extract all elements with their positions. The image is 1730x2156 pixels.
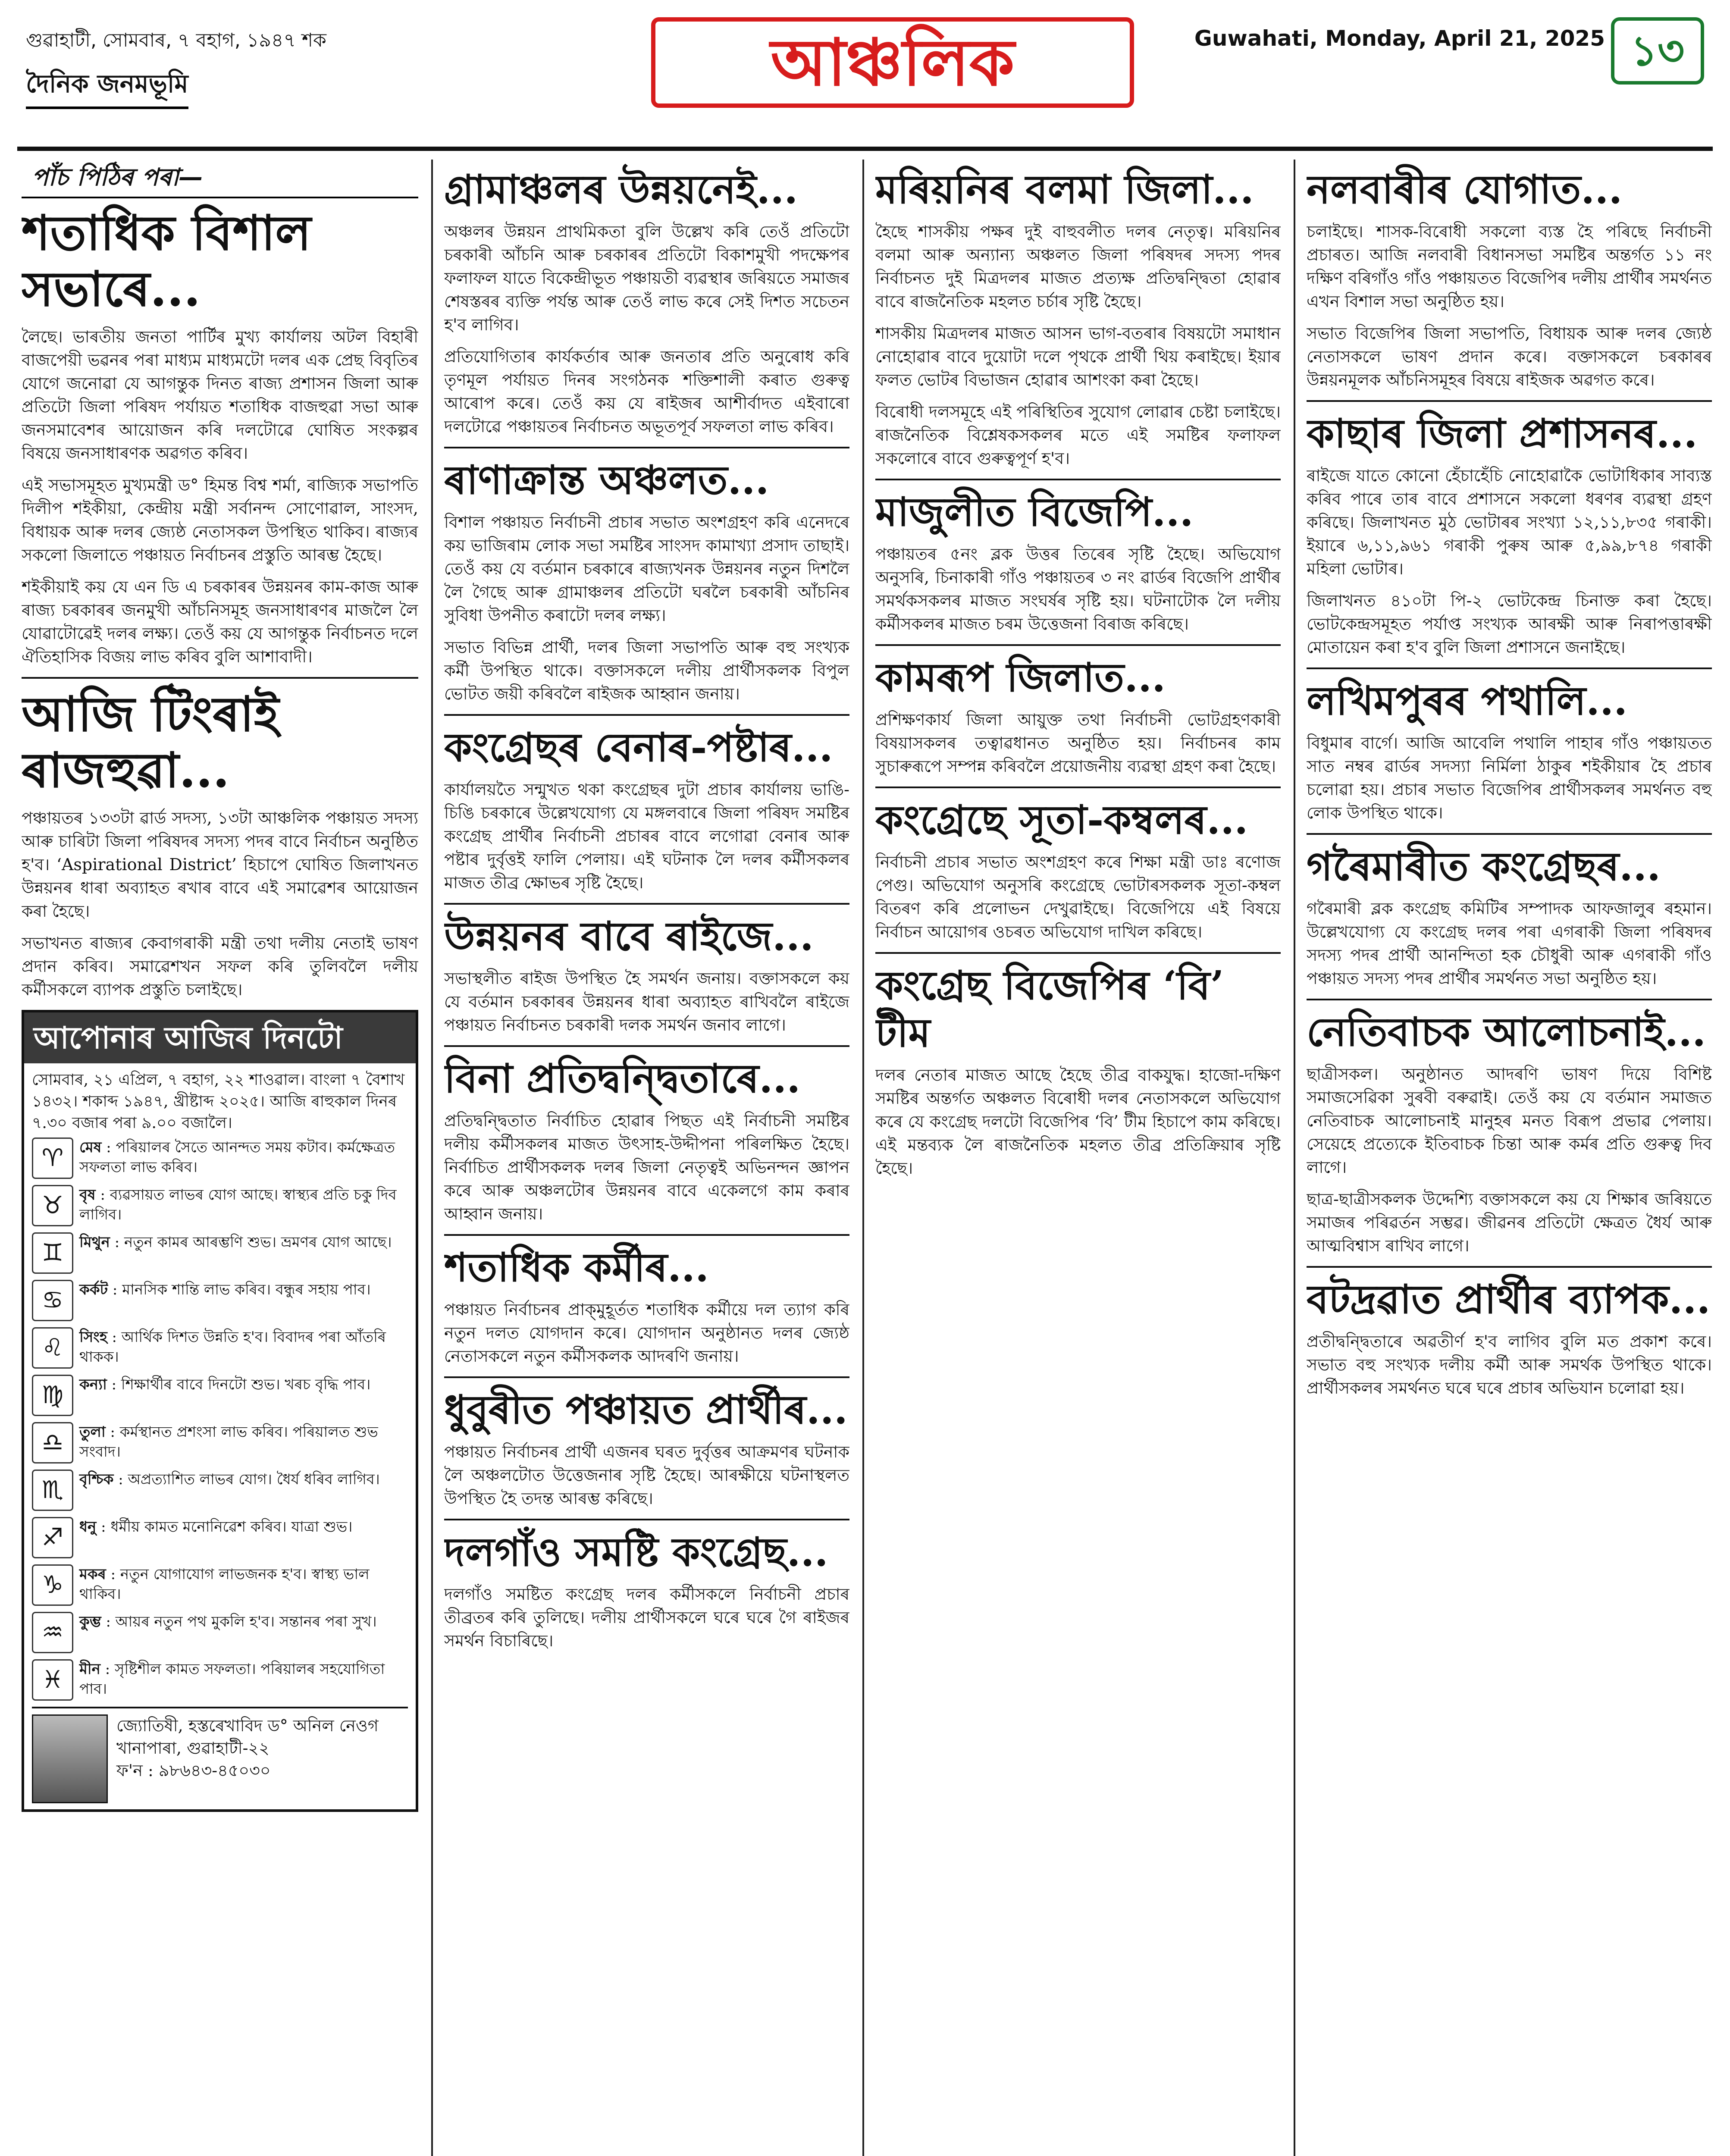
article-paragraph: সভাত বিভিন্ন প্ৰাৰ্থী, দলৰ জিলা সভাপতি আৰু বহু সংখ্যক কৰ্মী উপস্থিত থাকে। বক্তাসকলে দলীয় প্ৰাৰ্থীসকলক বিপুল ভোটত জয়ী কৰিবলৈ ৰাইজক আহ্বান জনায়। xyxy=(444,638,849,703)
headline: দলগাঁও সমষ্টি কংগ্ৰেছ... xyxy=(444,1529,828,1575)
headline: উন্নয়নৰ বাবে ৰাইজে... xyxy=(444,913,814,959)
zodiac-text: ব্যৱসায়ত লাভৰ যোগ আছে। স্বাস্থ্যৰ প্ৰতি চকু দিব লাগিব। xyxy=(79,1186,397,1223)
zodiac-sign-icon: ♋ xyxy=(32,1280,73,1321)
divider xyxy=(1307,667,1712,669)
newspaper-section-logo: আঞ্চলিক xyxy=(651,17,1134,108)
divider xyxy=(1307,833,1712,835)
zodiac-sign-icon: ♍ xyxy=(32,1375,73,1416)
article-paragraph: দলগাঁও সমষ্টিত কংগ্ৰেছ দলৰ কৰ্মীসকলে নিৰ্বাচনী প্ৰচাৰ তীব্ৰতৰ কৰি তুলিছে। দলীয় প্ৰাৰ্থীসকলে ঘৰে ঘৰে গৈ ৰাইজৰ সমৰ্থন বিচাৰিছে। xyxy=(444,1585,849,1650)
divider xyxy=(444,903,849,905)
article-paragraph: সভাত বিজেপিৰ জিলা সভাপতি, বিধায়ক আৰু দলৰ জ্যেষ্ঠ নেতাসকলে ভাষণ প্ৰদান কৰে। বক্তাসকলে চৰকাৰৰ উন্নয়নমূলক আঁচনিসমূহৰ বিষয়ে ৰাইজক অৱগত কৰে। xyxy=(1307,324,1712,389)
zodiac-name: কুম্ভ xyxy=(79,1613,101,1630)
zodiac-entry: ♊ মিথুন : নতুন কামৰ আৰম্ভণি শুভ। ভ্ৰমণৰ যোগ আছে। xyxy=(32,1232,408,1274)
divider xyxy=(875,952,1281,954)
divider xyxy=(444,1234,849,1236)
zodiac-sign-icon: ♎ xyxy=(32,1422,73,1463)
divider xyxy=(444,1376,849,1378)
date-english: Guwahati, Monday, April 21, 2025 xyxy=(1194,26,1605,51)
zodiac-text: আৰ্থিক দিশত উন্নতি হ'ব। বিবাদৰ পৰা আঁতৰি থাকক। xyxy=(79,1329,386,1366)
article-paragraph: শইকীয়াই কয় যে এন ডি এ চৰকাৰৰ উন্নয়নৰ কাম-কাজ আৰু ৰাজ্য চৰকাৰৰ জনমুখী আঁচনিসমূহ জনসাধাৰণৰ মাজলৈ লৈ যোৱাটোৱেই দলৰ লক্ষ্য। তেওঁ কয় যে আগন্তুক নিৰ্বাচনত দলে ঐতিহাসিক বিজয় লাভ কৰিব বুলি আশাবাদী। xyxy=(22,577,418,666)
article-paragraph: সভাখনত ৰাজ্যৰ কেবাগৰাকী মন্ত্ৰী তথা দলীয় নেতাই ভাষণ প্ৰদান কৰিব। সমাৱেশখন সফল কৰি তুলিবলৈ দলীয় কৰ্মীসকলে ব্যাপক প্ৰস্তুতি চলাইছে। xyxy=(22,934,418,999)
headline: মাজুলীত বিজেপি... xyxy=(875,489,1194,535)
astrologer-phone: ফ'ন : ৯৮৬৪৩-৪৫০৩০ xyxy=(116,1761,271,1780)
zodiac-entry: ♍ কন্যা : শিক্ষাৰ্থীৰ বাবে দিনটো শুভ। খৰচ বৃদ্ধি পাব। xyxy=(32,1375,408,1416)
headline: লখিমপুৰৰ পথালি... xyxy=(1307,677,1628,724)
article-paragraph: ৰাইজে যাতে কোনো হেঁচাহেঁচি নোহোৱাকৈ ভোটাধিকাৰ সাব্যস্ত কৰিব পাৰে তাৰ বাবে প্ৰশাসনে সকলো ধৰণৰ ব্যৱস্থা গ্ৰহণ কৰিছে। জিলাখনত মুঠ ভোটাৰৰ সংখ্যা ১২,১১,৮৩৫ গৰাকী। ইয়াৰে ৬,১১,৯৬১ গৰাকী পুৰুষ আৰু ৫,৯৯,৮৭৪ গৰাকী মহিলা ভোটাৰ। xyxy=(1307,466,1712,578)
divider xyxy=(1307,999,1712,1000)
zodiac-name: তুলা xyxy=(79,1423,106,1441)
masthead xyxy=(26,17,1704,147)
article-paragraph: চলাইছে। শাসক-বিৰোধী সকলো ব্যস্ত হৈ পৰিছে নিৰ্বাচনী প্ৰচাৰত। আজি নলবাৰী বিধানসভা সমষ্টিৰ অন্তৰ্গত ১১ নং দক্ষিণ বৰিগাঁও গাঁও পঞ্চায়তত বিজেপিৰ দলীয় প্ৰাৰ্থীৰ সমৰ্থনত এখন বিশাল সভা অনুষ্ঠিত হয়। xyxy=(1307,222,1712,311)
article-paragraph: জিলাখনত ৪১০টা পি-২ ভোটকেন্দ্ৰ চিনাক্ত কৰা হৈছে। ভোটকেন্দ্ৰসমূহত পৰ্যাপ্ত সংখ্যক আৰক্ষী আৰু নিৰাপত্তাৰক্ষী মোতায়েন কৰা হ'ব বুলি জিলা প্ৰশাসনে জনাইছে। xyxy=(1307,591,1712,657)
headline: কামৰূপ জিলাত... xyxy=(875,654,1166,701)
zodiac-sign-icon: ♓ xyxy=(32,1659,73,1701)
headline: শতাধিক বিশাল সভাৰে... xyxy=(22,205,311,317)
headline: বটদ্ৰৱাত প্ৰাৰ্থীৰ ব্যাপক... xyxy=(1307,1276,1711,1322)
divider xyxy=(875,644,1281,646)
headline: শতাধিক কৰ্মীৰ... xyxy=(444,1244,709,1291)
divider xyxy=(1307,400,1712,402)
article-paragraph: দলৰ নেতাৰ মাজত আছে হৈছে তীব্ৰ বাকযুদ্ধ। হাজো-দক্ষিণ সমষ্টিৰ অন্তৰ্গত অঞ্চলত বিৰোধী দলৰ নেতাসকলে অভিযোগ কৰে যে কংগ্ৰেছ দলটো বিজেপিৰ ‘বি’ টীম হিচাপে কাম কৰিছে। এই মন্তব্যক লৈ ৰাজনৈতিক মহলত তীব্ৰ প্ৰতিক্ৰিয়াৰ সৃষ্টি হৈছে। xyxy=(875,1065,1281,1178)
horoscope-title: আপোনাৰ আজিৰ দিনটো xyxy=(24,1012,416,1063)
zodiac-sign-icon: ♑ xyxy=(32,1564,73,1606)
article-paragraph: লৈছে। ভাৰতীয় জনতা পাৰ্টিৰ মুখ্য কাৰ্যালয় অটল বিহাৰী বাজপেয়ী ভৱনৰ পৰা মাধ্যম মাধ্যমটো দলৰ এক প্ৰেছ বিবৃতিৰ যোগে জনোৱা যে আগন্তুক দিনত ৰাজ্য প্ৰশাসন জিলা আৰু প্ৰতিটো জিলা পৰিষদ পৰ্যায়ত শতাধিক বাজহুৱা সভা আৰু জনসমাবেশৰ আয়োজন কৰি দলটোৱে ঘোষিত সংকল্পৰ বিষয়ে জনসাধাৰণক অৱগত কৰিব। xyxy=(22,327,418,463)
zodiac-text: শিক্ষাৰ্থীৰ বাবে দিনটো শুভ। খৰচ বৃদ্ধি পাব। xyxy=(121,1376,371,1393)
article-paragraph: বিধুমাৰ বাৰ্গে। আজি আবেলি পথালি পাহাৰ গাঁও পঞ্চায়তত সাত নম্বৰ ৱাৰ্ডৰ সদস্যা নিৰ্মিলা ঠাকুৰ শইকীয়াৰ হৈ প্ৰচাৰ চলোৱা হয়। প্ৰচাৰ সভাত বিজেপিৰ প্ৰাৰ্থীসকলৰ সমৰ্থনত বহু লোক উপস্থিত থাকে। xyxy=(1307,733,1712,822)
article-paragraph: প্ৰতিদ্বন্দ্বিতাত নিৰ্বাচিত হোৱাৰ পিছত এই নিৰ্বাচনী সমষ্টিৰ দলীয় কৰ্মীসকলৰ মাজত উৎসাহ-উদ্দীপনা পৰিলক্ষিত হৈছে। নিৰ্বাচিত প্ৰাৰ্থীসকলক দলৰ জিলা নেতৃত্বই অভিনন্দন জ্ঞাপন কৰে আৰু অঞ্চলটোৰ উন্নয়নৰ বাবে একেলগে কাম কৰাৰ আহ্বান জনায়। xyxy=(444,1111,849,1223)
zodiac-text: ধৰ্মীয় কামত মনোনিৱেশ কৰিব। যাত্ৰা শুভ। xyxy=(110,1518,353,1536)
column-divider xyxy=(1294,160,1295,2156)
zodiac-name: মীন xyxy=(79,1661,100,1678)
column-divider xyxy=(862,160,864,2156)
zodiac-text: নতুন কামৰ আৰম্ভণি শুভ। ভ্ৰমণৰ যোগ আছে। xyxy=(124,1234,392,1251)
zodiac-text: কৰ্মস্থানত প্ৰশংসা লাভ কৰিব। পৰিয়ালত শুভ সংবাদ। xyxy=(79,1423,378,1460)
astrologer-credit xyxy=(32,1707,408,1803)
article-paragraph: শাসকীয় মিত্ৰদলৰ মাজত আসন ভাগ-বতৰাৰ বিষয়টো সমাধান নোহোৱাৰ বাবে দুয়োটা দলে পৃথকে প্ৰাৰ্থী থিয় কৰাইছে। ইয়াৰ ফলত ভোটৰ বিভাজন হোৱাৰ আশংকা কৰা হৈছে। xyxy=(875,324,1281,389)
horoscope-box xyxy=(22,1010,418,1812)
divider xyxy=(875,479,1281,480)
headline: গ্ৰামাঞ্চলৰ উন্নয়নেই... xyxy=(444,166,798,213)
zodiac-name: বৃষ xyxy=(79,1186,96,1203)
headline: ধুবুৰীত পঞ্চায়ত প্ৰাৰ্থীৰ... xyxy=(444,1386,848,1433)
article-paragraph: বিৰোধী দলসমূহে এই পৰিস্থিতিৰ সুযোগ লোৱাৰ চেষ্টা চলাইছে। ৰাজনৈতিক বিশ্লেষকসকলৰ মতে এই সমষ্টিৰ ফলাফল সকলোৰে বাবে গুৰুত্বপূৰ্ণ হ'ব। xyxy=(875,402,1281,468)
column-2 xyxy=(444,160,849,2156)
zodiac-name: বৃশ্চিক xyxy=(79,1471,114,1488)
divider xyxy=(444,1045,849,1047)
zodiac-text: পৰিয়ালৰ সৈতে আনন্দত সময় কটাব। কৰ্মক্ষেত্ৰত সফলতা লাভ কৰিব। xyxy=(79,1139,395,1176)
headline: কাছাৰ জিলা প্ৰশাসনৰ... xyxy=(1307,410,1698,457)
zodiac-text: মানসিক শান্তি লাভ কৰিব। বন্ধুৰ সহায় পাব। xyxy=(122,1281,371,1298)
zodiac-name: মেষ xyxy=(79,1139,102,1156)
almanac-text: সোমবাৰ, ২১ এপ্ৰিল, ৭ বহাগ, ২২ শাওৱাল। বাংলা ৭ বৈশাখ ১৪৩২। শকাব্দ ১৯৪৭, খ্ৰীষ্টাব্দ ২০২৫। আজি ৰাহুকাল দিনৰ ৭.৩০ বজাৰ পৰা ৯.০০ বজালৈ। xyxy=(32,1071,405,1132)
zodiac-list xyxy=(32,1138,408,1701)
article-paragraph: বিশাল পঞ্চায়ত নিৰ্বাচনী প্ৰচাৰ সভাত অংশগ্ৰহণ কৰি এনেদৰে কয় ভাজিৰাম লোক সভা সমষ্টিৰ সাংসদ কামাখ্যা প্ৰসাদ তাছাই। তেওঁ কয় যে বৰ্তমান চৰকাৰে ৰাজ্যখনক উন্নয়নৰ নতুন দিশলৈ লৈ গৈছে আৰু গ্ৰামাঞ্চলৰ প্ৰতিটো ঘৰলৈ চৰকাৰী আঁচনিৰ সুবিধা উপনীত কৰাটো দলৰ লক্ষ্য। xyxy=(444,513,849,625)
zodiac-entry: ♒ কুম্ভ : আয়ৰ নতুন পথ মুকলি হ'ব। সন্তানৰ পৰা সুখ। xyxy=(32,1612,408,1653)
zodiac-entry: ♑ মকৰ : নতুন যোগাযোগ লাভজনক হ'ব। স্বাস্থ্য ভাল থাকিব। xyxy=(32,1564,408,1606)
column-divider xyxy=(431,160,433,2156)
zodiac-name: কন্যা xyxy=(79,1376,107,1393)
date-assamese: গুৱাহাটী, সোমবাৰ, ৭ বহাগ, ১৯৪৭ শক xyxy=(26,29,326,51)
zodiac-name: ধনু xyxy=(79,1518,97,1536)
astrologer-address: খানাপাৰা, গুৱাহাটী-২২ xyxy=(116,1739,270,1758)
zodiac-entry: ♎ তুলা : কৰ্মস্থানত প্ৰশংসা লাভ কৰিব। পৰিয়ালত শুভ সংবাদ। xyxy=(32,1422,408,1463)
article-paragraph: গৰৈমাৰী ব্লক কংগ্ৰেছ কমিটিৰ সম্পাদক আফজালুৰ ৰহমান। উল্লেখযোগ্য যে কংগ্ৰেছ দলৰ পৰা এগৰাকী জিলা পৰিষদৰ সদস্য পদৰ প্ৰাৰ্থী আনন্দিতা হক চৌধুৰী আৰু এগৰাকী গাঁও পঞ্চায়ত সদস্য পদৰ প্ৰাৰ্থীৰ সমৰ্থনত সভা অনুষ্ঠিত হয়। xyxy=(1307,899,1712,988)
zodiac-entry: ♈ মেষ : পৰিয়ালৰ সৈতে আনন্দত সময় কটাব। কৰ্মক্ষেত্ৰত সফলতা লাভ কৰিব। xyxy=(32,1138,408,1179)
zodiac-entry: ♏ বৃশ্চিক : অপ্ৰত্যাশিত লাভৰ যোগ। ধৈৰ্য ধৰিব লাগিব। xyxy=(32,1470,408,1511)
masthead-rule xyxy=(17,147,1713,151)
article-paragraph: অঞ্চলৰ উন্নয়ন প্ৰাথমিকতা বুলি উল্লেখ কৰি তেওঁ প্ৰতিটো চৰকাৰী আঁচনি আৰু চৰকাৰৰ প্ৰতিটো বিকাশমুখী পদক্ষেপৰ ফলাফল যাতে বিকেন্দ্ৰীভূত পঞ্চায়তী ব্যৱস্থাৰ জৰিয়তে সমাজৰ শেষস্তৰৰ ব্যক্তি পৰ্যন্ত আৰু তেওঁ লাভ কৰে সেই দিশত সচেতন হ'ব লাগিব। xyxy=(444,222,849,334)
zodiac-text: অপ্ৰত্যাশিত লাভৰ যোগ। ধৈৰ্য ধৰিব লাগিব। xyxy=(128,1471,380,1488)
article-paragraph: সভাস্থলীত ৰাইজ উপস্থিত হৈ সমৰ্থন জনায়। বক্তাসকলে কয় যে বৰ্তমান চৰকাৰৰ উন্নয়নৰ ধাৰা অব্যাহত ৰাখিবলৈ ৰাইজে পঞ্চায়ত নিৰ্বাচনত চৰকাৰী দলক সমৰ্থন জনাব লাগে। xyxy=(444,969,849,1034)
column-4 xyxy=(1307,160,1712,2156)
astrologer-photo xyxy=(32,1714,108,1803)
kicker: পাঁচ পিঠিৰ পৰা— xyxy=(22,160,418,198)
zodiac-entry: ♌ সিংহ : আৰ্থিক দিশত উন্নতি হ'ব। বিবাদৰ পৰা আঁতৰি থাকক। xyxy=(32,1327,408,1369)
paper-name: দৈনিক জনমভূমি xyxy=(26,65,188,109)
headline: কংগ্ৰেছে সূতা-কম্বলৰ... xyxy=(875,796,1248,843)
divider xyxy=(22,677,418,679)
headline: বিনা প্ৰতিদ্বন্দ্বিতাৰে... xyxy=(444,1055,801,1102)
zodiac-entry: ♋ কৰ্কট : মানসিক শান্তি লাভ কৰিব। বন্ধুৰ সহায় পাব। xyxy=(32,1280,408,1321)
astrologer-name: জ্যোতিষী, হস্তৰেখাবিদ ড° অনিল নেওগ xyxy=(116,1716,379,1735)
zodiac-name: কৰ্কট xyxy=(79,1281,108,1298)
zodiac-entry: ♐ ধনু : ধৰ্মীয় কামত মনোনিৱেশ কৰিব। যাত্ৰা শুভ। xyxy=(32,1517,408,1558)
zodiac-entry: ♉ বৃষ : ব্যৱসায়ত লাভৰ যোগ আছে। স্বাস্থ্যৰ প্ৰতি চকু দিব লাগিব। xyxy=(32,1185,408,1226)
zodiac-sign-icon: ♊ xyxy=(32,1232,73,1274)
zodiac-sign-icon: ♉ xyxy=(32,1185,73,1226)
article-paragraph: ছাত্ৰীসকল। অনুষ্ঠানত আদৰণি ভাষণ দিয়ে বিশিষ্ট সমাজসেৱিকা সুৰবী বৰুৱাই। তেওঁ কয় যে বৰ্তমান সমাজত নেতিবাচক আলোচনাই মানুহৰ মনত বিৰূপ প্ৰভাৱ পেলায়। সেয়েহে প্ৰত্যেকে ইতিবাচক চিন্তা আৰু কৰ্মৰ প্ৰতি গুৰুত্ব দিব লাগে। xyxy=(1307,1065,1712,1177)
headline: আজি টিংৰাই ৰাজহুৱা... xyxy=(22,686,279,799)
headline: ৰাণাক্ৰান্ত অঞ্চলত... xyxy=(444,457,769,503)
zodiac-sign-icon: ♐ xyxy=(32,1517,73,1558)
zodiac-sign-icon: ♈ xyxy=(32,1138,73,1179)
article-paragraph: নিৰ্বাচনী প্ৰচাৰ সভাত অংশগ্ৰহণ কৰে শিক্ষা মন্ত্ৰী ডাঃ ৰণোজ পেগু। অভিযোগ অনুসৰি কংগ্ৰেছে ভোটাৰসকলক সূতা-কম্বল বিতৰণ কৰি প্ৰলোভন দেখুৱাইছে। বিজেপিয়ে এই বিষয়ে নিৰ্বাচন আয়োগৰ ওচৰত অভিযোগ দাখিল কৰিছে। xyxy=(875,852,1281,941)
headline: নলবাৰীৰ যোগাত... xyxy=(1307,166,1623,213)
article-paragraph: পঞ্চায়তৰ ১৩৩টা ৱাৰ্ড সদস্য, ১৩টা আঞ্চলিক পঞ্চায়ত সদস্য আৰু চাৰিটা জিলা পৰিষদৰ সদস্য পদৰ বাবে নিৰ্বাচন অনুষ্ঠিত হ'ব। ‘Aspirational District’ হিচাপে ঘোষিত জিলাখনত উন্নয়নৰ ধাৰা অব্যাহত ৰখাৰ বাবে এই সমাৱেশৰ আয়োজন কৰা হৈছে। xyxy=(22,808,418,921)
article-paragraph: পঞ্চায়তৰ ৫নং ব্লক উত্তৰ তিৰেৰ সৃষ্টি হৈছে। অভিযোগ অনুসৰি, চিনাকাৰী গাঁও পঞ্চায়তৰ ৩ নং ৱাৰ্ডৰ বিজেপি প্ৰাৰ্থীৰ সমৰ্থকসকলৰ মাজত সংঘৰ্ষৰ সৃষ্টি হয়। ঘটনাটোক লৈ দলীয় কৰ্মীসকলৰ মাজত চৰম উত্তেজনা বিৰাজ কৰিছে। xyxy=(875,545,1281,633)
zodiac-sign-icon: ♒ xyxy=(32,1612,73,1653)
headline: গৰৈমাৰীত কংগ্ৰেছৰ... xyxy=(1307,843,1661,890)
zodiac-sign-icon: ♌ xyxy=(32,1327,73,1369)
article-paragraph: পঞ্চায়ত নিৰ্বাচনৰ প্ৰাৰ্থী এজনৰ ঘৰত দুৰ্বৃত্তৰ আক্ৰমণৰ ঘটনাক লৈ অঞ্চলটোত উত্তেজনাৰ সৃষ্টি হৈছে। আৰক্ষীয়ে ঘটনাস্থলত উপস্থিত হৈ তদন্ত আৰম্ভ কৰিছে। xyxy=(444,1442,849,1508)
zodiac-name: সিংহ xyxy=(79,1329,107,1346)
column-3 xyxy=(875,160,1281,2156)
zodiac-entry: ♓ মীন : সৃষ্টিশীল কামত সফলতা। পৰিয়ালৰ সহযোগিতা পাব। xyxy=(32,1659,408,1701)
headline: মৰিয়নিৰ বলমা জিলা... xyxy=(875,166,1254,213)
divider xyxy=(1307,1266,1712,1268)
zodiac-name: মকৰ xyxy=(79,1566,106,1583)
divider xyxy=(875,787,1281,788)
divider xyxy=(444,714,849,716)
page-number: ১৩ xyxy=(1611,17,1704,85)
divider xyxy=(444,447,849,448)
article-paragraph: প্ৰতীদ্বন্দ্বিতাৰে অৱতীৰ্ণ হ'ব লাগিব বুলি মত প্ৰকাশ কৰে। সভাত বহু সংখ্যক দলীয় কৰ্মী আৰু সমৰ্থক উপস্থিত থাকে। প্ৰাৰ্থীসকলৰ সমৰ্থনত ঘৰে ঘৰে প্ৰচাৰ অভিযান চলোৱা হয়। xyxy=(1307,1332,1712,1398)
zodiac-name: মিথুন xyxy=(79,1234,110,1251)
article-paragraph: এই সভাসমূহত মুখ্যমন্ত্ৰী ড° হিমন্ত বিশ্ব শৰ্মা, ৰাজ্যিক সভাপতি দিলীপ শইকীয়া, কেন্দ্ৰীয় মন্ত্ৰী সৰ্বানন্দ সোণোৱাল, সাংসদ, বিধায়ক আৰু দলৰ জ্যেষ্ঠ নেতাসকল উপস্থিত থাকিব। ৰাজ্যৰ সকলো জিলাতে পঞ্চায়ত নিৰ্বাচনৰ প্ৰস্তুতি আৰম্ভ হৈছে। xyxy=(22,476,418,564)
divider xyxy=(444,1519,849,1520)
column-1 xyxy=(22,160,418,2156)
article-paragraph: প্ৰশিক্ষণকাৰ্য জিলা আয়ুক্ত তথা নিৰ্বাচনী ভোটগ্ৰহণকাৰী বিষয়াসকলৰ তত্বাৱধানত অনুষ্ঠিত হয়। নিৰ্বাচনৰ কাম সুচাৰুৰূপে সম্পন্ন কৰিবলৈ প্ৰয়োজনীয় ব্যৱস্থা গ্ৰহণ কৰা হৈছে। xyxy=(875,710,1281,776)
article-paragraph: পঞ্চায়ত নিৰ্বাচনৰ প্ৰাক্‌মুহূৰ্তত শতাধিক কৰ্মীয়ে দল ত্যাগ কৰি নতুন দলত যোগদান কৰে। যোগদান অনুষ্ঠানত দলৰ জ্যেষ্ঠ নেতাসকলে নতুন কৰ্মীসকলক আদৰণি জনায়। xyxy=(444,1300,849,1366)
headline: নেতিবাচক আলোচনাই... xyxy=(1307,1009,1706,1055)
zodiac-text: সৃষ্টিশীল কামত সফলতা। পৰিয়ালৰ সহযোগিতা পাব। xyxy=(79,1661,385,1698)
zodiac-text: আয়ৰ নতুন পথ মুকলি হ'ব। সন্তানৰ পৰা সুখ। xyxy=(115,1613,377,1630)
zodiac-sign-icon: ♏ xyxy=(32,1470,73,1511)
article-paragraph: হৈছে শাসকীয় পক্ষৰ দুই বাহুবলীত দলৰ নেতৃত্ব। মৰিয়নিৰ বলমা আৰু অন্যান্য অঞ্চলত জিলা পৰিষদৰ সদস্য পদৰ নিৰ্বাচনত দুই মিত্ৰদলৰ মাজত প্ৰত্যক্ষ প্ৰতিদ্বন্দ্বিতা হোৱাৰ বাবে ৰাজনৈতিক মহলত চৰ্চাৰ সৃষ্টি হৈছে। xyxy=(875,222,1281,311)
headline: কংগ্ৰেছ বিজেপিৰ ‘বি’ টীম xyxy=(875,962,1224,1056)
article-paragraph: কাৰ্যালয়তৈ সন্মুখত থকা কংগ্ৰেছৰ দুটা প্ৰচাৰ কাৰ্যালয় ভাঙি-চিঙি চৰকাৰে উল্লেখযোগ্য যে মঙ্গলবাৰে জিলা পৰিষদ সমষ্টিৰ কংগ্ৰেছ প্ৰাৰ্থীৰ নিৰ্বাচনী প্ৰচাৰৰ বাবে লগোৱা বেনাৰ আৰু পষ্টাৰ দুৰ্বৃত্তই ফালি পেলায়। এই ঘটনাক লৈ দলৰ কৰ্মীসকলৰ মাজত তীব্ৰ ক্ষোভৰ সৃষ্টি হৈছে। xyxy=(444,780,849,892)
article-paragraph: প্ৰতিযোগিতাৰ কাৰ্যকৰ্তাৰ আৰু জনতাৰ প্ৰতি অনুৰোধ কৰি তৃণমূল পৰ্যায়ত দিনৰ সংগঠনক শক্তিশালী কৰাত গুৰুত্ব আৰোপ কৰে। তেওঁ কয় যে ৰাইজৰ আশীৰ্বাদত এইবাৰো দলটোৱে পঞ্চায়তৰ নিৰ্বাচনত অভূতপূৰ্ব সফলতা লাভ কৰিব। xyxy=(444,347,849,436)
article-paragraph: ছাত্ৰ-ছাত্ৰীসকলক উদ্দেশ্যি বক্তাসকলে কয় যে শিক্ষাৰ জৰিয়তে সমাজৰ পৰিৱৰ্তন সম্ভৱ। জীৱনৰ প্ৰতিটো ক্ষেত্ৰত ধৈৰ্য আৰু আত্মবিশ্বাস ৰাখিব লাগে। xyxy=(1307,1190,1712,1255)
headline: কংগ্ৰেছৰ বেনাৰ-পষ্টাৰ... xyxy=(444,724,833,771)
zodiac-text: নতুন যোগাযোগ লাভজনক হ'ব। স্বাস্থ্য ভাল থাকিব। xyxy=(79,1566,370,1603)
